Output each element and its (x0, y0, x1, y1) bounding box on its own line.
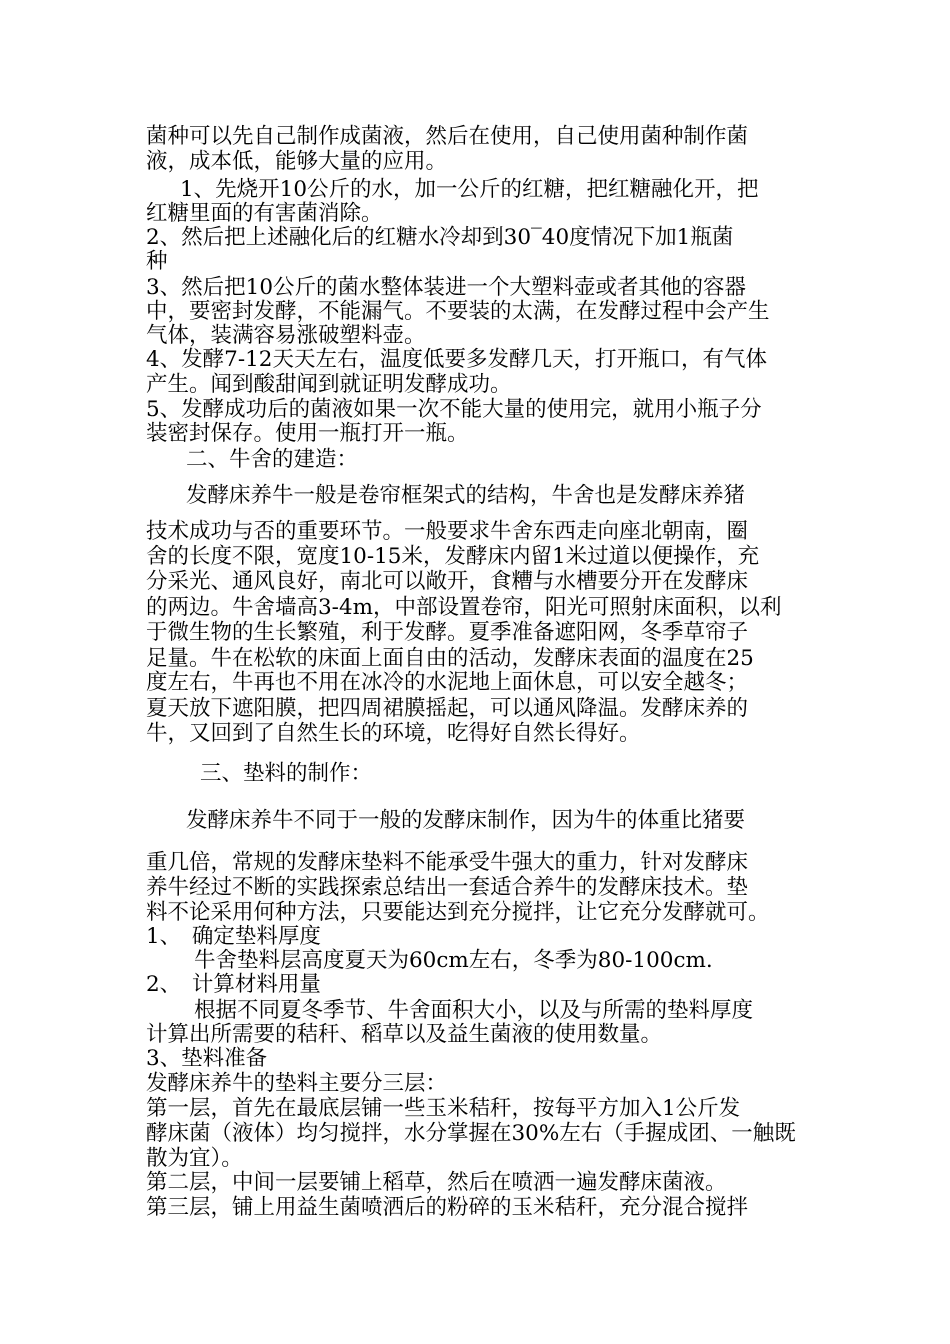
text-line: 种 (146, 249, 168, 274)
text-line: 重几倍，常规的发酵床垫料不能承受牛强大的重力，针对发酵床 (146, 850, 749, 875)
text-line: 1、先烧开10公斤的水，加一公斤的红糖，把红糖融化开，把 (180, 177, 759, 202)
text-line: 发酵床养牛一般是卷帘框架式的结构，牛舍也是发酵床养猪 (186, 483, 746, 508)
text-line: 酵床菌（液体）均匀搅拌，水分掌握在30%左右（手握成团、一触既 (146, 1121, 796, 1146)
subsection-heading: 2、 计算材料用量 (146, 972, 321, 997)
text-line: 5、发酵成功后的菌液如果一次不能大量的使用完，就用小瓶子分 (146, 397, 762, 422)
text-line: 料不论采用何种方法，只要能达到充分搅拌，让它充分发酵就可。 (146, 900, 770, 925)
text-line: 舍的长度不限，宽度10-15米，发酵床内留1米过道以便操作，充 (146, 544, 760, 569)
text-line: 红糖里面的有害菌消除。 (146, 201, 383, 226)
text-line: 夏天放下遮阳膜，把四周裙膜摇起，可以通风降温。发酵床养的 (146, 696, 749, 721)
subsection-heading: 1、 确定垫料厚度 (146, 924, 321, 949)
text-line: 2、然后把上述融化后的红糖水冷却到30‾40度情况下加1瓶菌 (146, 225, 734, 250)
text-line: 根据不同夏冬季节、牛舍面积大小，以及与所需的垫料厚度 (194, 998, 754, 1023)
text-line: 度左右，牛再也不用在冰冷的水泥地上面休息，可以安全越冬； (146, 670, 749, 695)
text-line: 计算出所需要的秸秆、稻草以及益生菌液的使用数量。 (146, 1022, 663, 1047)
text-line: 散为宜）。 (146, 1146, 243, 1171)
text-line: 4、发酵7-12天天左右，温度低要多发酵几天，打开瓶口，有气体 (146, 347, 767, 372)
text-line: 第三层，铺上用益生菌喷洒后的粉碎的玉米秸秆，充分混合搅拌 (146, 1195, 749, 1220)
text-line: 装密封保存。使用一瓶打开一瓶。 (146, 421, 469, 446)
text-line: 中，要密封发酵，不能漏气。不要装的太满，在发酵过程中会产生 (146, 299, 770, 324)
text-line: 第一层，首先在最底层铺一些玉米秸秆，按每平方加入1公斤发 (146, 1096, 741, 1121)
text-line: 于微生物的生长繁殖，利于发酵。夏季准备遮阳网，冬季草帘子 (146, 620, 749, 645)
text-line: 发酵床养牛不同于一般的发酵床制作，因为牛的体重比猪要 (186, 808, 746, 833)
subsection-heading: 3、垫料准备 (146, 1046, 268, 1071)
section-heading: 三、垫料的制作： (200, 761, 373, 786)
text-line: 的两边。牛舍墙高3-4m，中部设置卷帘，阳光可照射床面积，以利 (146, 595, 782, 620)
text-line: 牛，又回到了自然生长的环境，吃得好自然长得好。 (146, 721, 641, 746)
text-line: 气体，装满容易涨破塑料壶。 (146, 323, 426, 348)
text-line: 分采光、通风良好，南北可以敞开，食糟与水槽要分开在发酵床 (146, 569, 749, 594)
text-line: 第二层，中间一层要铺上稻草，然后在喷洒一遍发酵床菌液。 (146, 1170, 727, 1195)
section-heading: 二、牛舍的建造： (186, 447, 359, 472)
text-line: 养牛经过不断的实践探索总结出一套适合养牛的发酵床技术。垫 (146, 875, 749, 900)
text-line: 菌种可以先自己制作成菌液，然后在使用，自己使用菌种制作菌 (146, 124, 749, 149)
text-line: 发酵床养牛的垫料主要分三层： (146, 1071, 448, 1096)
text-line: 足量。牛在松软的床面上面自由的活动，发酵床表面的温度在25 (146, 646, 754, 671)
text-line: 技术成功与否的重要环节。一般要求牛舍东西走向座北朝南，圈 (146, 519, 749, 544)
text-line: 产生。闻到酸甜闻到就证明发酵成功。 (146, 372, 512, 397)
text-line: 牛舍垫料层高度夏天为60cm左右，冬季为80-100cm. (194, 948, 713, 973)
text-line: 液，成本低，能够大量的应用。 (146, 149, 448, 174)
text-line: 3、然后把10公斤的菌水整体装进一个大塑料壶或者其他的容器 (146, 275, 747, 300)
